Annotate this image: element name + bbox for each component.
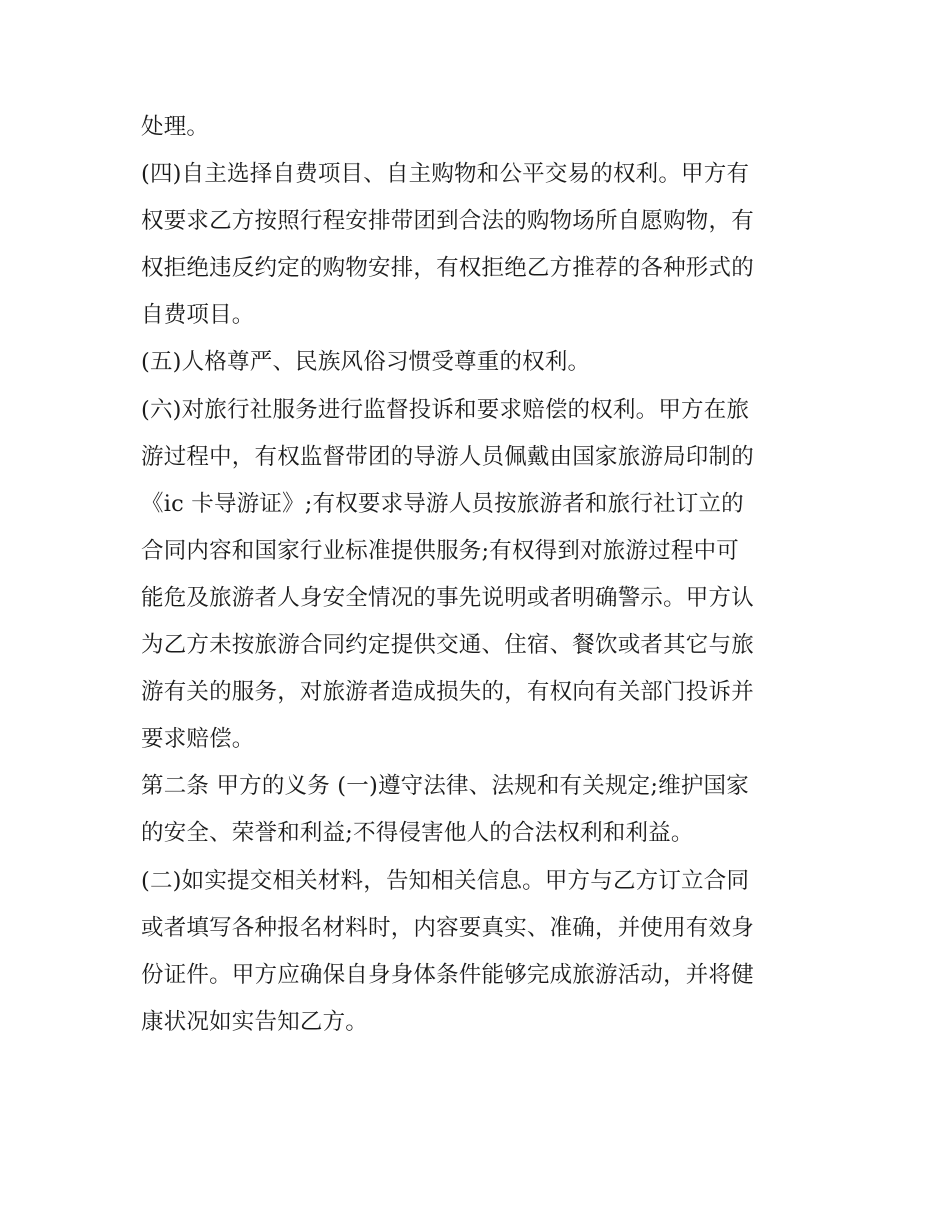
document-body (141, 104, 813, 1046)
text-line: 要求赔偿。 (141, 726, 255, 753)
text-line: 的安全、荣誉和利益;不得侵害他人的合法权利和利益。 (141, 820, 694, 847)
text-line: 份证件。甲方应确保自身身体条件能够完成旅游活动，并将健 (141, 961, 754, 988)
text-line: (二)如实提交相关材料，告知相关信息。甲方与乙方订立合同 (141, 867, 750, 894)
text-line: 《ic 卡导游证》;有权要求导游人员按旅游者和旅行社订立的 (141, 490, 744, 517)
text-line: 权要求乙方按照行程安排带团到合法的购物场所自愿购物，有 (141, 208, 754, 235)
text-line: 游过程中，有权监督带团的导游人员佩戴由国家旅游局印制的 (141, 443, 754, 470)
text-line: 第二条 甲方的义务 (一)遵守法律、法规和有关规定;维护国家 (141, 773, 749, 800)
text-line: (五)人格尊严、民族风俗习惯受尊重的权利。 (141, 349, 591, 376)
text-line: 能危及旅游者人身安全情况的事先说明或者明确警示。甲方认 (141, 584, 754, 611)
text-line: 自费项目。 (141, 302, 255, 329)
text-line: 为乙方未按旅游合同约定提供交通、住宿、餐饮或者其它与旅 (141, 632, 754, 659)
text-line: 处理。 (141, 114, 210, 140)
text-line: 或者填写各种报名材料时，内容要真实、准确，并使用有效身 (141, 914, 754, 941)
text-line: 合同内容和国家行业标准提供服务;有权得到对旅游过程中可 (141, 537, 739, 564)
text-line: 权拒绝违反约定的购物安排，有权拒绝乙方推荐的各种形式的 (141, 255, 754, 282)
text-line: 游有关的服务，对旅游者造成损失的，有权向有关部门投诉并 (141, 679, 754, 706)
text-line: (四)自主选择自费项目、自主购物和公平交易的权利。甲方有 (141, 161, 750, 188)
text-line: (六)对旅行社服务进行监督投诉和要求赔偿的权利。甲方在旅 (141, 396, 750, 423)
text-line: 康状况如实告知乙方。 (141, 1008, 369, 1035)
